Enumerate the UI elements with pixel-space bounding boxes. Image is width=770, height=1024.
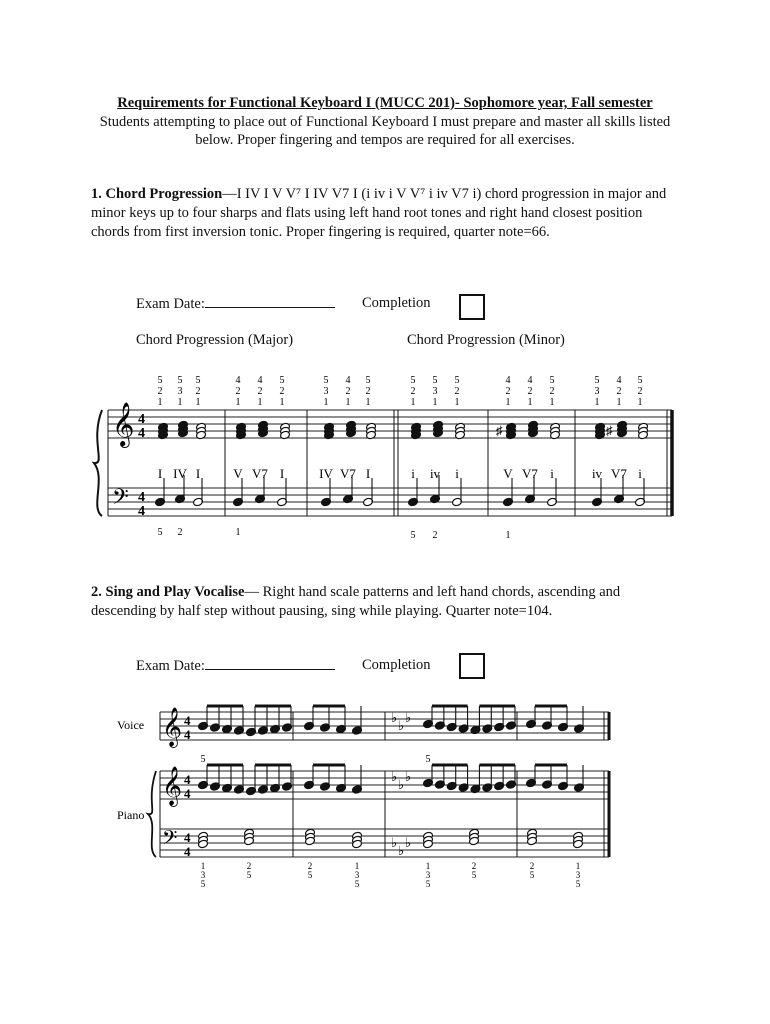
lh-fingering: 1: [505, 530, 511, 541]
completion-label-2: Completion: [362, 657, 431, 673]
rh-fingering: 5: [432, 375, 438, 386]
time-signature: 4: [184, 830, 191, 845]
exam-date-1: [136, 295, 335, 313]
rh-fingering: 5: [200, 754, 206, 765]
piano-label: Piano: [117, 808, 145, 822]
rh-fingering: 4: [257, 375, 263, 386]
rh-fingering: 5: [365, 375, 371, 386]
rh-fingering: 2: [527, 386, 533, 397]
time-signature: 4: [184, 772, 191, 787]
flat-accidental: ♭: [391, 835, 398, 850]
section1-body: —I IV I V V⁷ I IV V7 I (i iv i V V⁷ i iv V7 i) chord progression in major and minor keys up to four sharps and flats using left hand root tones and right hand closest position chords from first inversion tonic. Proper fingering is required, quarter note=66.: [91, 186, 667, 240]
roman-numeral: IV: [173, 466, 187, 481]
flat-accidental: ♭: [405, 710, 412, 725]
bass-clef: 𝄢: [112, 485, 129, 515]
roman-numeral: V7: [252, 466, 268, 481]
section2-heading: 2. Sing and Play Vocalise: [91, 584, 245, 600]
rh-fingering: 1: [177, 397, 183, 408]
vocalise-score: [0, 700, 770, 900]
rh-fingering: 1: [637, 397, 643, 408]
lh-fingering: 5: [157, 527, 163, 538]
rh-fingering: 5: [425, 754, 431, 765]
rh-fingering: 1: [323, 397, 329, 408]
roman-numeral: iv: [429, 466, 441, 481]
chord-progression-score: [0, 365, 770, 565]
rh-fingering: 1: [549, 397, 555, 408]
rh-fingering: 1: [195, 397, 201, 408]
rh-fingering: 1: [410, 397, 416, 408]
lh-fingering: 1: [235, 527, 241, 538]
lh-fingering: 2: [432, 530, 438, 541]
roman-numeral: I: [157, 466, 163, 481]
lh-fingering: 1: [354, 861, 360, 871]
rh-fingering: 2: [345, 386, 351, 397]
rh-fingering: 1: [454, 397, 460, 408]
flat-accidental: ♭: [405, 769, 412, 784]
rh-fingering: 3: [594, 386, 600, 397]
roman-numeral: V: [233, 466, 243, 481]
roman-numeral: IV: [319, 466, 333, 481]
roman-numeral: I: [195, 466, 201, 481]
lh-fingering: 1: [200, 861, 206, 871]
rh-fingering: 1: [616, 397, 622, 408]
rh-fingering: 1: [257, 397, 263, 408]
time-signature: 4: [138, 490, 145, 505]
lh-fingering: 5: [575, 879, 581, 889]
rh-fingering: 3: [177, 386, 183, 397]
roman-numeral: i: [638, 466, 642, 481]
rh-fingering: 5: [410, 375, 416, 386]
section2-paragraph: [91, 583, 683, 621]
roman-numeral: I: [365, 466, 371, 481]
rh-fingering: 1: [235, 397, 241, 408]
lh-fingering: 5: [471, 870, 477, 880]
rh-fingering: 5: [279, 375, 285, 386]
lh-fingering: 2: [307, 861, 313, 871]
rh-fingering: 2: [257, 386, 263, 397]
lh-fingering: 1: [575, 861, 581, 871]
exam-date-field[interactable]: [205, 657, 335, 670]
time-signature: 4: [184, 713, 191, 728]
rh-fingering: 5: [157, 375, 163, 386]
rh-fingering: 1: [345, 397, 351, 408]
flat-accidental: ♭: [391, 769, 398, 784]
section1-heading: 1. Chord Progression: [91, 186, 223, 202]
rh-fingering: 5: [195, 375, 201, 386]
time-signature: 4: [138, 426, 145, 441]
voice-label: Voice: [117, 718, 145, 732]
treble-clef: 𝄞: [162, 707, 183, 747]
time-signature: 4: [138, 504, 145, 519]
intro-text: Students attempting to place out of Functional Keyboard I must prepare and master all skills listed below. Proper fingering and tempos are required for all exercises.: [99, 114, 671, 148]
rh-fingering: 2: [637, 386, 643, 397]
rh-fingering: 2: [365, 386, 371, 397]
rh-fingering: 4: [345, 375, 351, 386]
rh-fingering: 1: [505, 397, 511, 408]
completion-checkbox-2[interactable]: [459, 653, 485, 679]
roman-numeral: V7: [340, 466, 356, 481]
rh-fingering: 2: [549, 386, 555, 397]
rh-fingering: 1: [527, 397, 533, 408]
rh-fingering: 5: [549, 375, 555, 386]
major-progression-label: Chord Progression (Major): [136, 332, 294, 348]
rh-fingering: 2: [279, 386, 285, 397]
lh-fingering: 3: [354, 870, 360, 880]
lh-fingering: 1: [425, 861, 431, 871]
lh-fingering: 2: [471, 861, 477, 871]
rh-fingering: 4: [505, 375, 511, 386]
roman-numeral: iv: [591, 466, 603, 481]
bass-clef: 𝄢: [162, 826, 178, 854]
flat-accidental: ♭: [391, 710, 398, 725]
time-signature: 4: [184, 727, 191, 742]
rh-fingering: 1: [594, 397, 600, 408]
exam-date-label: Exam Date:: [136, 296, 205, 312]
rh-fingering: 5: [594, 375, 600, 386]
completion-checkbox-1[interactable]: [459, 294, 485, 320]
roman-numeral: i: [411, 466, 415, 481]
lh-fingering: 2: [529, 861, 535, 871]
rh-fingering: 5: [637, 375, 643, 386]
rh-fingering: 5: [323, 375, 329, 386]
sharp-accidental: ♯: [606, 423, 613, 438]
time-signature: 4: [184, 844, 191, 859]
rh-fingering: 1: [279, 397, 285, 408]
rh-fingering: 1: [157, 397, 163, 408]
rh-fingering: 2: [157, 386, 163, 397]
roman-numeral: i: [550, 466, 554, 481]
roman-numeral: V7: [611, 466, 627, 481]
rh-fingering: 2: [454, 386, 460, 397]
lh-fingering: 2: [246, 861, 252, 871]
roman-numeral: V: [503, 466, 513, 481]
lh-fingering: 5: [246, 870, 252, 880]
lh-fingering: 3: [425, 870, 431, 880]
completion-label-1: Completion: [362, 295, 431, 311]
lh-fingering: 5: [425, 879, 431, 889]
roman-numeral: V7: [522, 466, 538, 481]
time-signature: 4: [138, 412, 145, 427]
lh-fingering: 5: [529, 870, 535, 880]
grand-staff-brace: [94, 410, 102, 516]
treble-clef: 𝄞: [162, 766, 183, 806]
exam-date-2: [136, 657, 335, 675]
lh-fingering: 5: [200, 879, 206, 889]
sharp-accidental: ♯: [496, 423, 503, 438]
rh-fingering: 1: [365, 397, 371, 408]
page-title: Requirements for Functional Keyboard I (MUCC 201)- Sophomore year, Fall semester: [117, 95, 653, 111]
flat-accidental: ♭: [398, 718, 405, 733]
rh-fingering: 5: [454, 375, 460, 386]
rh-fingering: 5: [177, 375, 183, 386]
section1-paragraph: [91, 185, 683, 242]
lh-fingering: 3: [575, 870, 581, 880]
exam-date-field[interactable]: [205, 295, 335, 308]
exam-date-label: Exam Date:: [136, 658, 205, 674]
rh-fingering: 2: [616, 386, 622, 397]
flat-accidental: ♭: [398, 843, 405, 858]
rh-fingering: 2: [235, 386, 241, 397]
rh-fingering: 4: [235, 375, 241, 386]
rh-fingering: 3: [323, 386, 329, 397]
lh-fingering: 2: [177, 527, 183, 538]
rh-fingering: 2: [410, 386, 416, 397]
flat-accidental: ♭: [398, 777, 405, 792]
lh-fingering: 5: [354, 879, 360, 889]
rh-fingering: 1: [432, 397, 438, 408]
lh-fingering: 3: [200, 870, 206, 880]
piano-brace: [148, 771, 156, 857]
lh-fingering: 5: [307, 870, 313, 880]
rh-fingering: 3: [432, 386, 438, 397]
treble-clef: 𝄞: [112, 402, 135, 446]
time-signature: 4: [184, 786, 191, 801]
rh-fingering: 4: [527, 375, 533, 386]
rh-fingering: 2: [195, 386, 201, 397]
rh-fingering: 2: [505, 386, 511, 397]
lh-fingering: 5: [410, 530, 416, 541]
flat-accidental: ♭: [405, 835, 412, 850]
roman-numeral: I: [279, 466, 285, 481]
minor-progression-label: Chord Progression (Minor): [407, 332, 565, 348]
roman-numeral: i: [455, 466, 459, 481]
section2-body: — Right hand scale patterns and left hand chords, ascending and descending by half step without pausing, sing while playing. Quarter note=104.: [91, 584, 621, 619]
rh-fingering: 4: [616, 375, 622, 386]
